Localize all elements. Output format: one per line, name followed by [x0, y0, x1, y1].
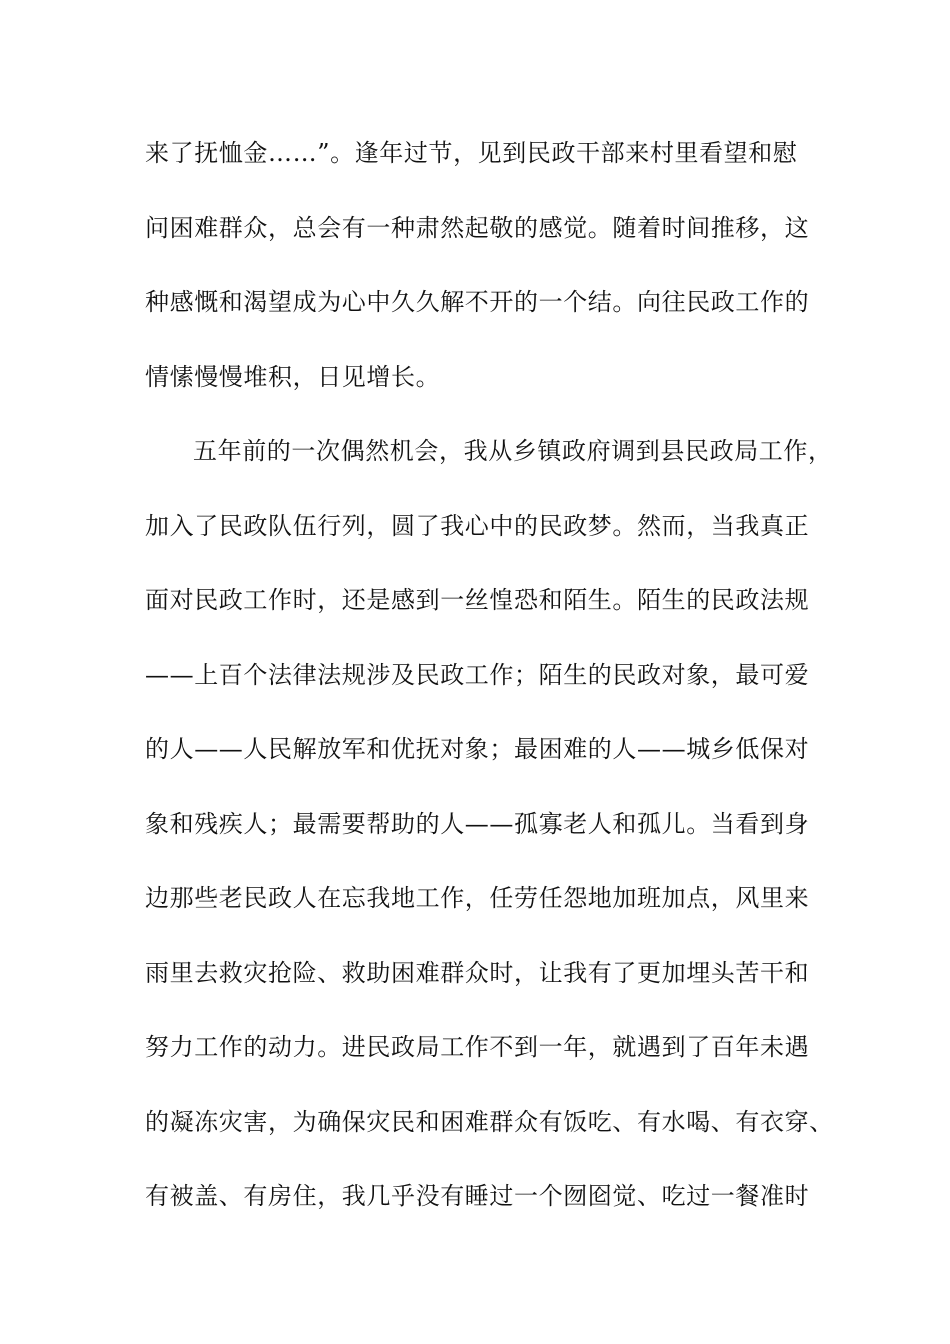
text-line-3: 种感慨和渴望成为心中久久解不开的一个结。向往民政工作的	[145, 288, 810, 316]
body-text	[145, 128, 835, 1246]
text-line-11: 边那些老民政人在忘我地工作，任劳任怨地加班加点，风里来	[145, 884, 810, 912]
text-line-4: 情愫慢慢堆积，日见增长。	[145, 362, 441, 391]
text-line-14: 的凝冻灾害，为确保灾民和困难群众有饭吃、有水喝、有衣穿、	[145, 1107, 834, 1136]
text-line-10: 象和残疾人；最需要帮助的人——孤寡老人和孤儿。当看到身	[145, 809, 810, 838]
text-line-12: 雨里去救灾抢险、救助困难群众时，让我有了更加埋头苦干和	[145, 958, 810, 987]
text-line-5: 五年前的一次偶然机会，我从乡镇政府调到县民政局工作，	[193, 437, 833, 465]
text-line-1: 来了抚恤金……”。逢年过节，见到民政干部来村里看望和慰	[145, 139, 798, 167]
text-line-13: 努力工作的动力。进民政局工作不到一年，就遇到了百年未遇	[145, 1033, 810, 1061]
text-line-6: 加入了民政队伍行列，圆了我心中的民政梦。然而，当我真正	[145, 511, 810, 540]
text-line-7: 面对民政工作时，还是感到一丝惶恐和陌生。陌生的民政法规	[145, 586, 810, 614]
text-line-9: 的人——人民解放军和优抚对象；最困难的人——城乡低保对	[145, 735, 810, 763]
text-line-15: 有被盖、有房住，我几乎没有睡过一个囫囵觉、吃过一餐准时	[145, 1182, 810, 1210]
text-line-8: ——上百个法律法规涉及民政工作；陌生的民政对象，最可爱	[145, 660, 810, 689]
text-line-2: 问困难群众，总会有一种肃然起敬的感觉。随着时间推移，这	[145, 213, 810, 242]
